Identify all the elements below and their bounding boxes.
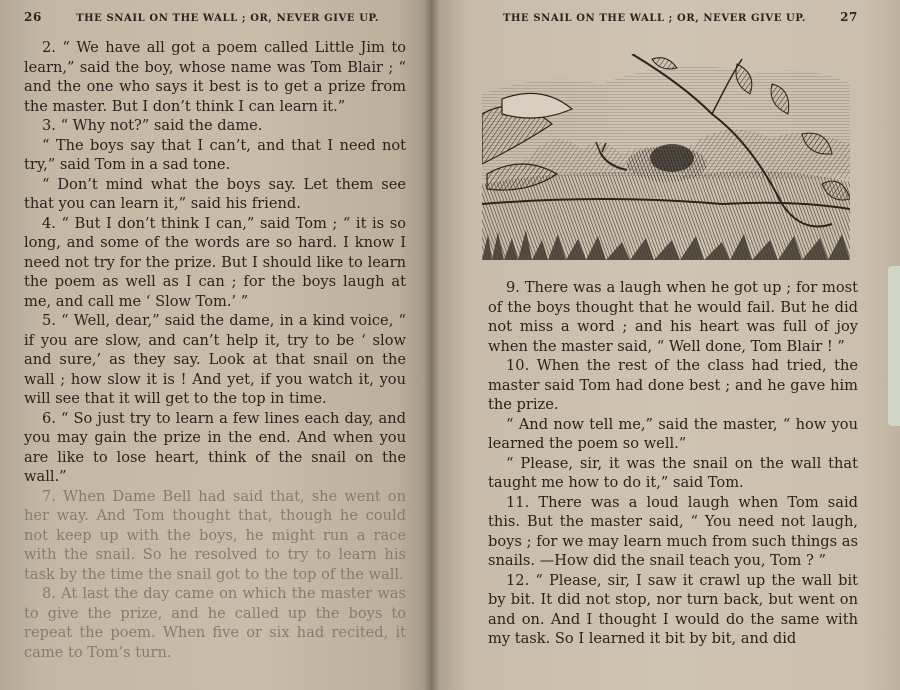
paragraph: 10. When the rest of the class had tried, the master said Tom had done best ; and he gave him the prize. <box>488 357 858 413</box>
paragraph: “ Don’t mind what the boys say. Let them see that you can learn it,” said his friend. <box>24 175 406 212</box>
left-page-text <box>24 38 406 662</box>
left-page-number: 26 <box>24 10 42 24</box>
paragraph: 4. “ But I don’t think I can,” said Tom ; “ it is so long, and some of the words are so hard. I know I need not try for the prize. But I should like to learn the poem as well as I can ; for the boys laugh at me, and call me ‘ Slow Tom.’ ” <box>24 214 406 310</box>
paragraph: “ The boys say that I can’t, and that I need not try,” said Tom in a sad tone. <box>24 136 406 173</box>
paragraph: 3. “ Why not?” said the dame. <box>42 117 263 134</box>
paragraph: “ And now tell me,” said the master, “ how you learned the poem so well.” <box>488 415 858 452</box>
left-page <box>0 0 432 690</box>
paragraph: “ Please, sir, it was the snail on the wall that taught me how to do it,” said Tom. <box>488 454 858 491</box>
paragraph: 2. “ We have all got a poem called Little Jim to learn,” said the boy, whose name was Tom Blair ; “ and the one who says it best is to get a prize from the master. But I don’t think I can learn it.” <box>24 39 406 115</box>
right-page-header <box>503 10 858 24</box>
paragraph: 11. There was a loud laugh when Tom said this. But the master said, “ You need not laugh, boys ; for we may learn much from such things as snails. —How did the snail teach you, Tom ? ” <box>488 493 858 569</box>
book-gutter <box>424 0 440 690</box>
right-page-text <box>488 278 858 649</box>
paragraph: 5. “ Well, dear,” said the dame, in a kind voice, “ if you are slow, and can’t help it, try to be ‘ slow and sure,’ as they say. Look at that snail on the wall ; how slow it is ! And yet, if you watch it, you will see that it will get to the top in time. <box>24 312 406 407</box>
paragraph: 8. At last the day came on which the master was to give the prize, and he called up the boys to repeat the poem. When five or six had recited, it came to Tom’s turn. <box>24 585 406 661</box>
paragraph: 7. When Dame Bell had said that, she went on her way. And Tom thought that, though he could not keep up with the boys, he might run a race with the snail. So he resolved to try to learn his task by the time the snail got to the top of the wall. <box>24 487 406 583</box>
right-running-head: THE SNAIL ON THE WALL ; OR, NEVER GIVE UP. <box>502 13 806 24</box>
left-page-header <box>24 10 379 24</box>
paragraph: 9. There was a laugh when he got up ; for most of the boys thought that he would fail. But he did not miss a word ; and his heart was full of joy when the master said, “ Well done, Tom Blair ! ” <box>488 279 858 355</box>
page-tab-marker <box>888 266 900 426</box>
snail-engraving-illustration <box>482 54 850 260</box>
right-page-number: 27 <box>840 10 858 24</box>
paragraph: 12. “ Please, sir, I saw it crawl up the wall bit by bit. It did not stop, nor turn back, but went on and on. And I thought I would do the same with my task. So I learned it bit by bit, and did <box>488 571 858 647</box>
left-running-head: THE SNAIL ON THE WALL ; OR, NEVER GIVE UP. <box>76 13 380 24</box>
paragraph: 6. “ So just try to learn a few lines each day, and you may gain the prize in the end. And when you are like to lose heart, think of the snail on the wall.” <box>24 409 406 485</box>
